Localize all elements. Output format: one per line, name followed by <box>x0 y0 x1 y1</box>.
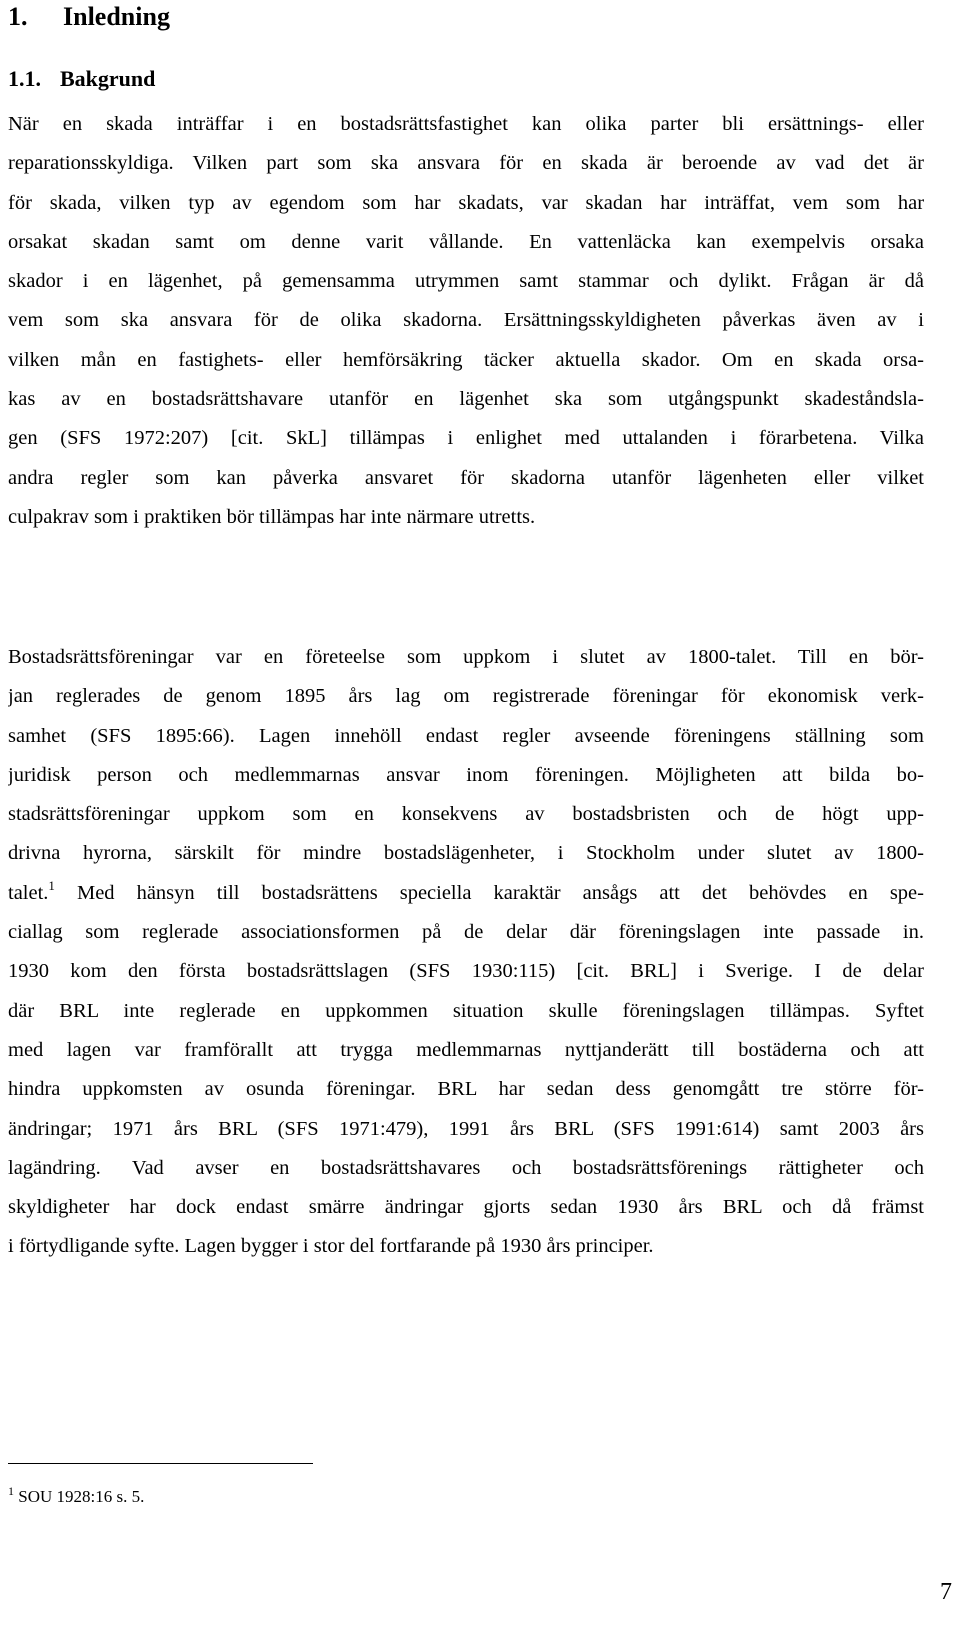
chapter-heading <box>8 2 170 32</box>
text-line-with-footnote <box>8 874 924 913</box>
text-line: skador i en lägenhet, på gemensamma utrymmen samt stammar och dylikt. Frågan är då <box>8 270 924 293</box>
text-line: stadsrättsföreningar uppkom som en konsekvens av bostadsbristen och de högt upp- <box>8 803 924 826</box>
text-line: reparationsskyldiga. Vilken part som ska ansvara för en skada är beroende av vad det är <box>8 152 924 175</box>
footnote-reference[interactable]: 1 <box>48 877 55 893</box>
text-line: ciallag som reglerade associationsformen på de delar där föreningslagen inte passade in. <box>8 921 924 944</box>
text-line: skyldigheter har dock endast smärre ändringar gjorts sedan 1930 års BRL och då främst <box>8 1196 924 1219</box>
text-line: gen (SFS 1972:207) [cit. SkL] tillämpas i enlighet med uttalanden i förarbetena. Vilka <box>8 427 924 450</box>
paragraph-history <box>8 638 924 1267</box>
text-line: samhet (SFS 1895:66). Lagen innehöll endast regler avseende föreningens ställning som <box>8 724 924 747</box>
text-line: vilken mån en fastighets- eller hemförsäkring täcker aktuella skador. Om en skada orsa- <box>8 348 924 371</box>
text-line: culpakrav som i praktiken bör tillämpas har inte närmare utretts. <box>8 505 536 528</box>
text-line: orsakat skadan samt om denne varit vållande. En vattenläcka kan exempelvis orsaka <box>8 230 924 253</box>
text-line: i förtydligande syfte. Lagen bygger i stor del fortfarande på 1930 års principer. <box>8 1235 654 1258</box>
text-line: juridisk person och medlemmarnas ansvar inom föreningen. Möjligheten att bilda bo- <box>8 763 924 786</box>
text-line: Bostadsrättsföreningar var en företeelse som uppkom i slutet av 1800-talet. Till en bör- <box>8 646 924 668</box>
text-line: När en skada inträffar i en bostadsrättsfastighet kan olika parter bli ersättnings- eller <box>8 113 924 135</box>
chapter-number: 1. <box>8 2 28 31</box>
text-line: andra regler som kan påverka ansvaret för skadorna utanför lägenheten eller vilket <box>8 466 924 489</box>
text-line: jan reglerades de genom 1895 års lag om registrerade föreningar för ekonomisk verk- <box>8 685 924 708</box>
section-number: 1.1. <box>8 66 41 91</box>
text-line: med lagen var framförallt att trygga medlemmarnas nyttjanderätt till bostäderna och att <box>8 1038 924 1061</box>
text-line: vem som ska ansvara för de olika skadorna. Ersättningsskyldigheten påverkas även av i <box>8 309 924 332</box>
paragraph-background <box>8 105 924 537</box>
text-line: hindra uppkomsten av osunda föreningar. BRL har sedan dess genomgått tre större för- <box>8 1078 924 1101</box>
text-line: där BRL inte reglerade en uppkommen situation skulle föreningslagen tillämpas. Syftet <box>8 999 924 1022</box>
text-line: drivna hyrorna, särskilt för mindre bostadslägenheter, i Stockholm under slutet av 1800- <box>8 842 924 865</box>
text-line: för skada, vilken typ av egendom som har skadats, var skadan har inträffat, vem som har <box>8 191 924 214</box>
text-fragment: Med hänsyn till bostadsrättens speciella karaktär ansågs att det behövdes en spe- <box>54 881 924 904</box>
text-line: lagändring. Vad avser en bostadsrättshavares och bostadsrättsförenings rättigheter och <box>8 1156 924 1179</box>
footnote-text: SOU 1928:16 s. 5. <box>18 1487 145 1506</box>
footnote-divider <box>8 1463 313 1464</box>
footnote <box>8 1486 144 1508</box>
chapter-title: Inledning <box>63 2 170 31</box>
section-heading <box>8 66 155 92</box>
section-title: Bakgrund <box>60 66 156 91</box>
text-line: kas av en bostadsrättshavare utanför en lägenhet ska som utgångspunkt skadeståndsla- <box>8 388 924 411</box>
footnote-number: 1 <box>8 1484 14 1498</box>
text-line: 1930 kom den första bostadsrättslagen (SFS 1930:115) [cit. BRL] i Sverige. I de delar <box>8 960 924 983</box>
text-fragment: talet. <box>8 881 49 904</box>
text-line: ändringar; 1971 års BRL (SFS 1971:479), 1991 års BRL (SFS 1991:614) samt 2003 års <box>8 1117 924 1140</box>
page-number: 7 <box>940 1579 952 1605</box>
